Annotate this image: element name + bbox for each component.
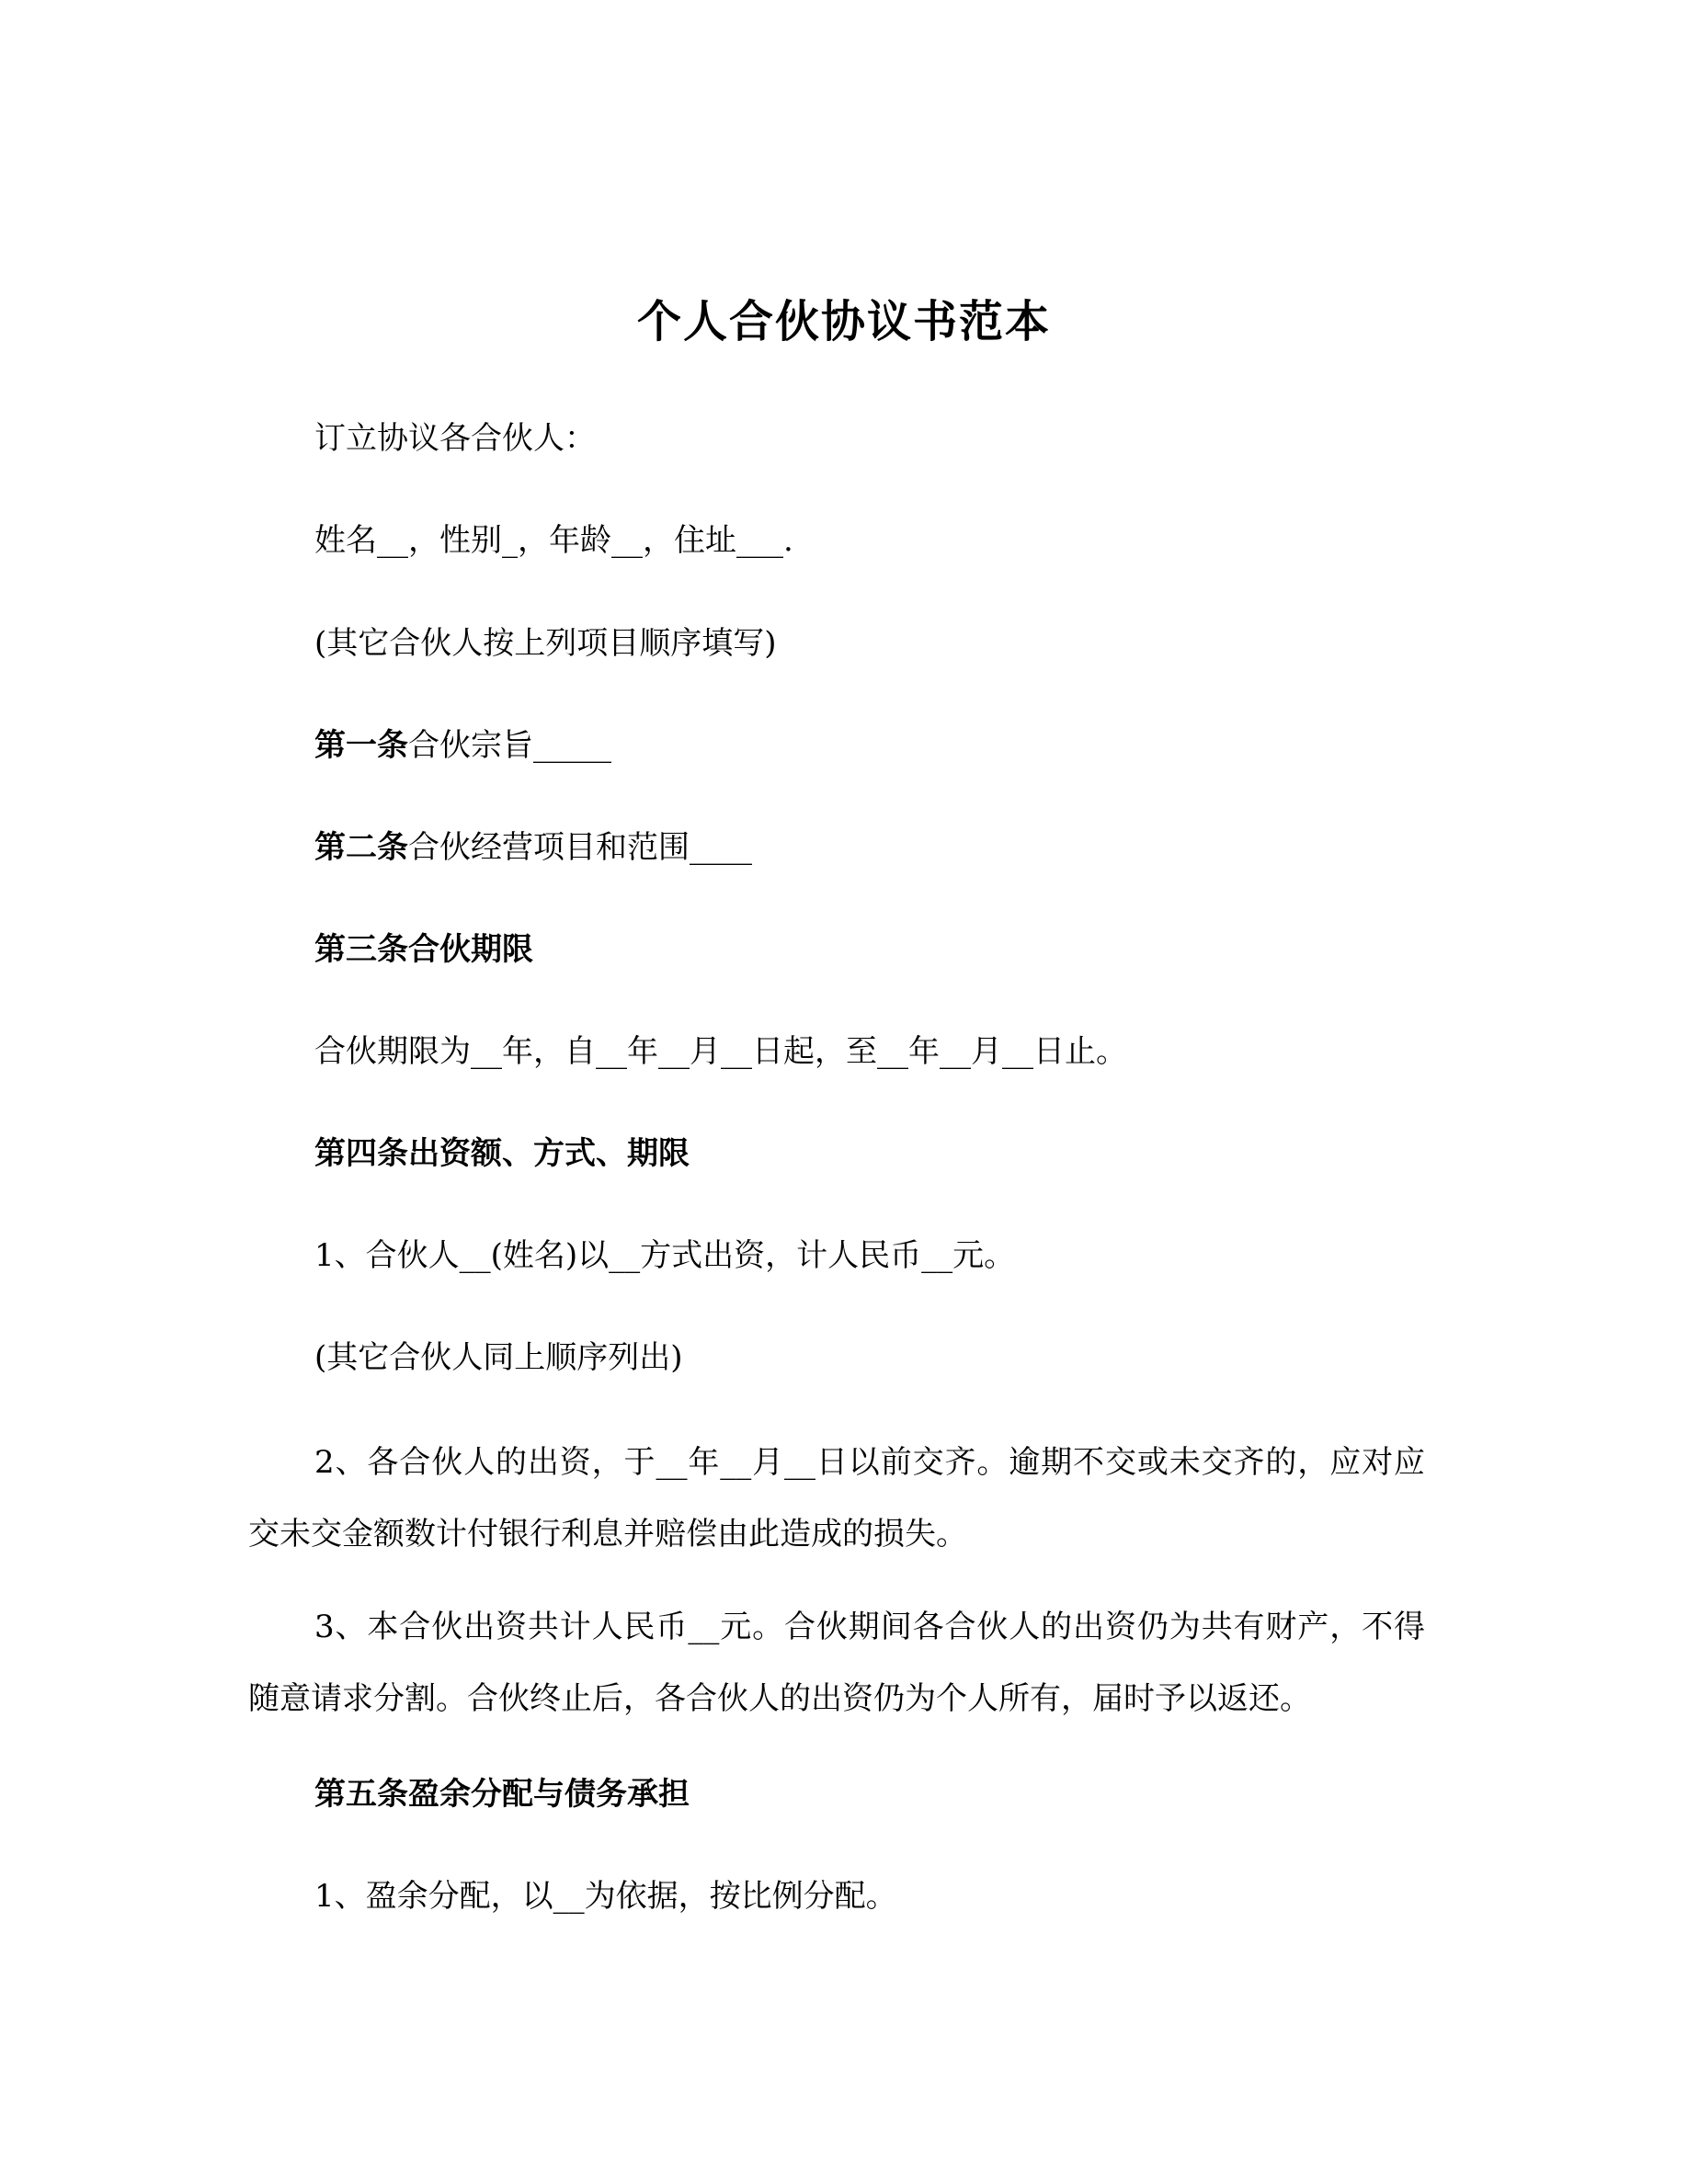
article-2-text: 合伙经营项目和范围____ bbox=[408, 829, 752, 866]
article-4-item-1: 1、合伙人__(姓名)以__方式出资，计人民币__元。 bbox=[314, 1237, 1016, 1274]
article-2-label: 第二条 bbox=[314, 829, 408, 866]
document-title: 个人合伙协议书范本 bbox=[636, 296, 1051, 347]
article-4-heading: 第四条出资额、方式、期限 bbox=[314, 1135, 690, 1172]
article-4-item-2: 2、各合伙人的出资，于__年__月__日以前交齐。逾期不交或未交齐的，应对应交未交金额数计付银行利息并赔偿由此造成的损失。 bbox=[248, 1444, 1425, 1553]
article-3-text: 合伙期限为__年，自__年__月__日起，至__年__月__日止。 bbox=[314, 1033, 1127, 1070]
other-parties-note: (其它合伙人按上列项目顺序填写) bbox=[314, 625, 777, 662]
article-1 bbox=[314, 722, 611, 768]
party-info-line: 姓名__，性别_，年龄__，住址___. bbox=[314, 522, 793, 559]
article-4-item-3: 3、本合伙出资共计人民币__元。合伙期间各合伙人的出资仍为共有财产，不得随意请求分割。合伙终止后，各合伙人的出资仍为个人所有，届时予以返还。 bbox=[248, 1609, 1425, 1717]
article-1-text: 合伙宗旨_____ bbox=[408, 727, 611, 764]
article-5-item-1: 1、盈余分配，以__为依据，按比例分配。 bbox=[314, 1878, 897, 1915]
article-3-heading: 第三条合伙期限 bbox=[314, 931, 533, 968]
article-1-label: 第一条 bbox=[314, 727, 408, 764]
article-5-heading: 第五条盈余分配与债务承担 bbox=[314, 1776, 690, 1813]
article-2 bbox=[314, 825, 752, 870]
article-4-note: (其它合伙人同上顺序列出) bbox=[314, 1339, 683, 1376]
parties-label: 订立协议各合伙人： bbox=[314, 420, 596, 457]
